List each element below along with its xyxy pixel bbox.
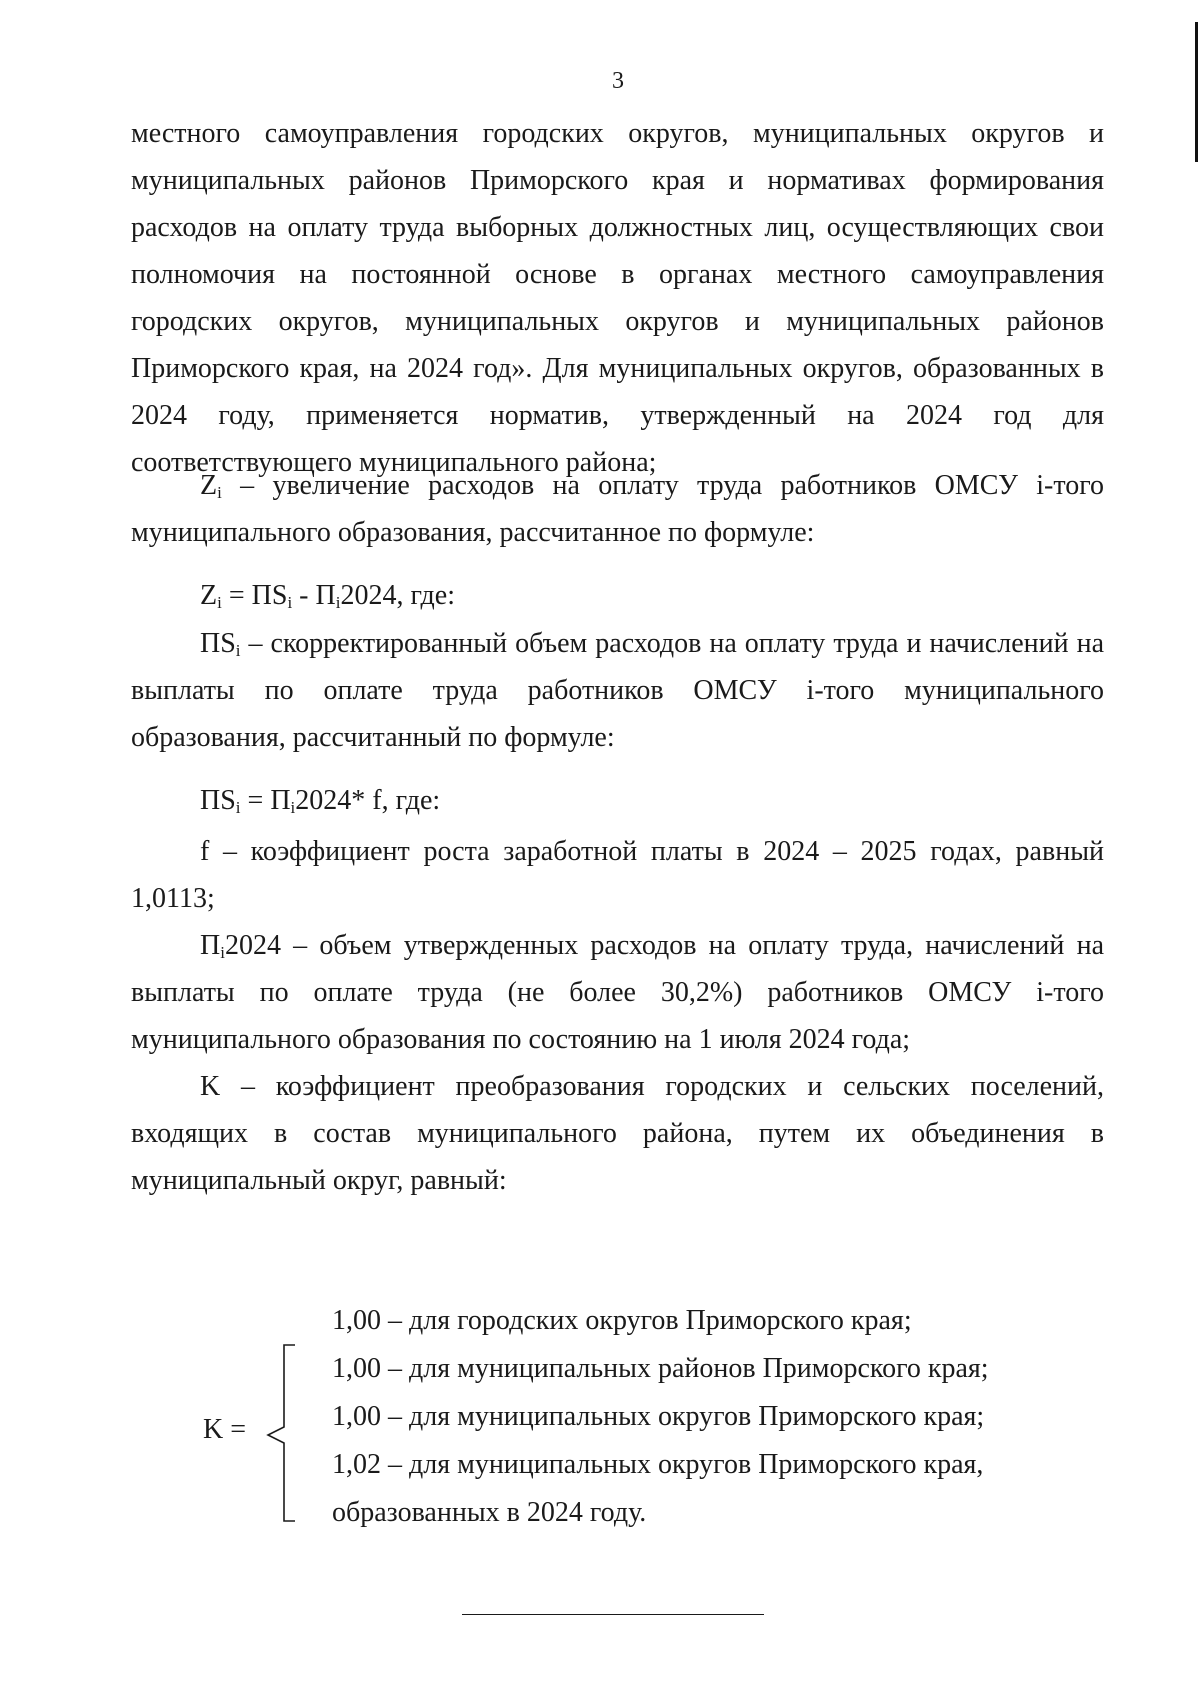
formula-ps-tail: 2024* f, где: xyxy=(295,785,441,816)
formula-ps-lhs: ПS xyxy=(200,785,236,816)
formula-z-lhs: Z xyxy=(200,580,218,611)
paragraph-ps-definition xyxy=(131,620,1104,761)
ps-subscript: i xyxy=(235,641,241,660)
p-variable: П xyxy=(200,930,221,961)
formula-z-p-sub: i xyxy=(335,593,341,612)
k-option: 1,00 – для городских округов Приморского края; xyxy=(332,1305,912,1336)
paragraph-f-definition: f – коэффициент роста заработной платы в 2024 – 2025 годах, равный 1,0113; xyxy=(131,836,1104,914)
ps-definition-text: – скорректированный объем расходов на оплату труда и начислений на выплаты по оплате труда работников ОМСУ i-того муниципального образования, рассчитанный по формуле: xyxy=(131,628,1104,753)
closing-rule xyxy=(462,1614,764,1615)
left-brace-icon xyxy=(262,1343,302,1525)
z-definition-text: – увеличение расходов на оплату труда работников ОМСУ i-того муниципального образования, рассчитанное по формуле: xyxy=(131,470,1104,548)
z-subscript: i xyxy=(217,483,222,502)
formula-z xyxy=(200,572,455,619)
k-option: образованных в 2024 году. xyxy=(332,1497,647,1528)
formula-ps-p-sub: i xyxy=(290,798,296,817)
k-formula-label: K = xyxy=(203,1414,247,1445)
formula-ps-lhs-sub: i xyxy=(235,798,241,817)
k-option: 1,00 – для муниципальных районов Приморского края; xyxy=(332,1353,989,1384)
page-number: 3 xyxy=(612,68,624,94)
ps-variable: ПS xyxy=(200,628,236,659)
z-variable: Z xyxy=(200,470,218,501)
formula-z-p: - П xyxy=(292,580,336,611)
paragraph-z-definition xyxy=(131,462,1104,556)
p2024-definition-text: 2024 – объем утвержденных расходов на оплату труда, начислений на выплаты по оплате труда (не более 30,2%) работников ОМСУ i-того муниципального образования по состоянию на 1 июля 2024 года; xyxy=(131,930,1104,1055)
paragraph-continuation: местного самоуправления городских округов, муниципальных округов и муниципальных районов Приморского края и нормативах формирования расходов на оплату труда выборных должностных лиц, осуществляющих свои полномочия на постоянной основе в органах местного самоуправления городских округов, муниципальных округов и муниципальных районов Приморского края, на 2024 год». Для муниципальных округов, образованных в 2024 году, применяется норматив, утвержденный на 2024 год для соответствующего муниципального района; xyxy=(131,118,1104,478)
formula-ps xyxy=(200,777,440,824)
p-subscript: i xyxy=(220,943,225,962)
formula-z-lhs-sub: i xyxy=(217,593,222,612)
k-options-list xyxy=(332,1297,989,1537)
paragraph-k-definition: K – коэффициент преобразования городских и сельских поселений, входящих в состав муниципального района, путем их объединения в муниципальный округ, равный: xyxy=(131,1071,1104,1196)
formula-z-tail: 2024, где: xyxy=(340,580,455,611)
formula-z-ps-sub: i xyxy=(287,593,293,612)
paragraph-p2024-definition xyxy=(131,922,1104,1063)
k-option: 1,00 – для муниципальных округов Приморского края; xyxy=(332,1401,985,1432)
k-option: 1,02 – для муниципальных округов Приморского края, xyxy=(332,1449,984,1480)
formula-ps-p: = П xyxy=(240,785,291,816)
formula-z-ps: = ПS xyxy=(221,580,288,611)
